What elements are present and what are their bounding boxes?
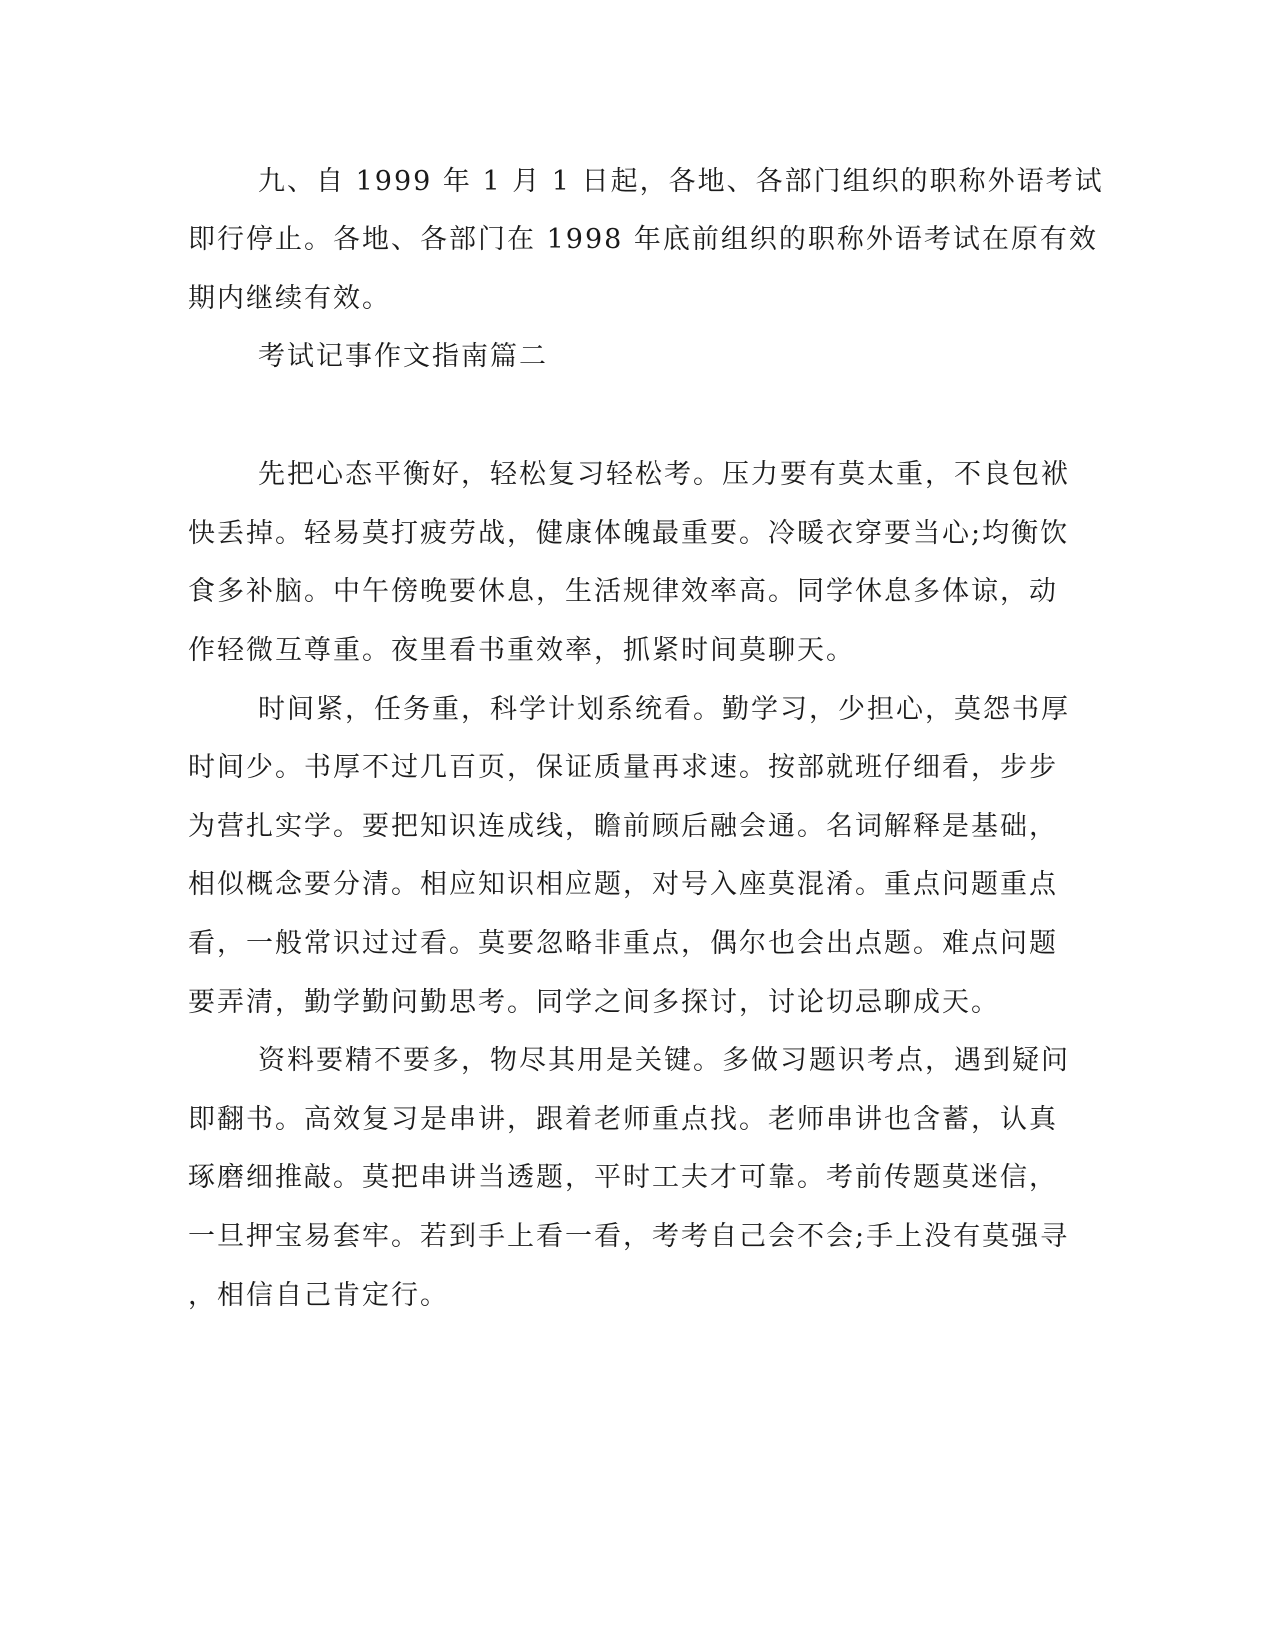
paragraph-2-line-4: 相似概念要分清。相应知识相应题，对号入座莫混淆。重点问题重点 [188, 869, 1058, 900]
section-nine-line-1: 九、自 1999 年 1 月 1 日起，各地、各部门组织的职称外语考试 [258, 166, 1104, 197]
paragraph-2-line-5: 看，一般常识过过看。莫要忽略非重点，偶尔也会出点题。难点问题 [188, 928, 1058, 959]
paragraph-1-line-4: 作轻微互尊重。夜里看书重效率，抓紧时间莫聊天。 [188, 635, 855, 666]
paragraph-2-line-6: 要弄清，勤学勤问勤思考。同学之间多探讨，讨论切忌聊成天。 [188, 987, 1000, 1018]
paragraph-3-line-2: 即翻书。高效复习是串讲，跟着老师重点找。老师串讲也含蓄，认真 [188, 1104, 1058, 1135]
paragraph-1-line-3: 食多补脑。中午傍晚要休息，生活规律效率高。同学休息多体谅，动 [188, 576, 1058, 607]
paragraph-1-line-1: 先把心态平衡好，轻松复习轻松考。压力要有莫太重，不良包袱 [258, 459, 1070, 490]
paragraph-2-line-3: 为营扎实学。要把知识连成线，瞻前顾后融会通。名词解释是基础， [188, 811, 1058, 842]
paragraph-3-line-4: 一旦押宝易套牢。若到手上看一看，考考自己会不会;手上没有莫强寻 [188, 1221, 1070, 1252]
section-heading: 考试记事作文指南篇二 [258, 341, 548, 372]
paragraph-2-line-2: 时间少。书厚不过几百页，保证质量再求速。按部就班仔细看，步步 [188, 752, 1058, 783]
paragraph-3-line-1: 资料要精不要多，物尽其用是关键。多做习题识考点，遇到疑问 [258, 1045, 1070, 1076]
paragraph-2-line-1: 时间紧，任务重，科学计划系统看。勤学习，少担心，莫怨书厚 [258, 694, 1070, 725]
paragraph-3-line-5: ，相信自己肯定行。 [188, 1280, 449, 1311]
section-nine-line-2: 即行停止。各地、各部门在 1998 年底前组织的职称外语考试在原有效 [188, 224, 1098, 255]
section-nine-line-3: 期内继续有效。 [188, 283, 391, 314]
paragraph-1-line-2: 快丢掉。轻易莫打疲劳战，健康体魄最重要。冷暖衣穿要当心;均衡饮 [188, 518, 1070, 549]
paragraph-3-line-3: 琢磨细推敲。莫把串讲当透题，平时工夫才可靠。考前传题莫迷信， [188, 1162, 1058, 1193]
